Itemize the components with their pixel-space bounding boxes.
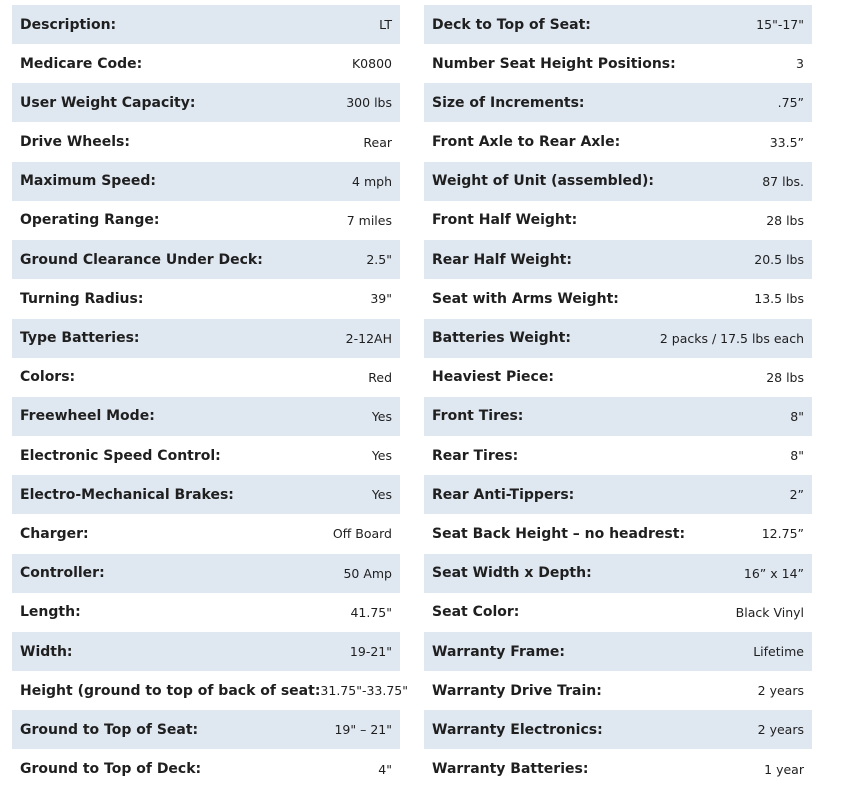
spec-value: 4" xyxy=(378,761,392,777)
spec-label: Seat Color: xyxy=(432,604,520,621)
spec-row xyxy=(12,319,400,358)
spec-value: Yes xyxy=(371,487,392,503)
spec-label: Description: xyxy=(20,16,117,33)
spec-value: 2-12AH xyxy=(345,330,392,346)
spec-label: Front Tires: xyxy=(432,408,524,425)
spec-label: Batteries Weight: xyxy=(432,330,571,346)
spec-row xyxy=(12,554,400,593)
spec-value: 41.75" xyxy=(350,604,392,620)
spec-value: 15"-17" xyxy=(756,17,804,32)
spec-value: LT xyxy=(379,17,392,32)
spec-row xyxy=(12,123,400,162)
spec-row xyxy=(424,44,812,83)
spec-value: Yes xyxy=(371,448,392,464)
spec-row xyxy=(424,83,812,122)
spec-row xyxy=(424,750,812,789)
spec-value: Lifetime xyxy=(753,644,804,659)
spec-value: 2 years xyxy=(757,683,804,699)
spec-label: Rear Half Weight: xyxy=(432,251,572,268)
spec-row xyxy=(12,671,409,710)
spec-row xyxy=(12,710,400,749)
spec-row xyxy=(424,710,812,749)
spec-label: Controller: xyxy=(20,565,105,582)
spec-value: 8" xyxy=(790,448,804,464)
spec-row xyxy=(12,240,400,279)
spec-label: Warranty Batteries: xyxy=(432,761,589,778)
spec-value: 31.75"-33.75" xyxy=(320,683,409,699)
spec-label: Ground to Top of Seat: xyxy=(20,721,199,738)
spec-label: Front Axle to Rear Axle: xyxy=(432,134,621,151)
spec-value: 20.5 lbs xyxy=(754,252,804,268)
spec-row xyxy=(12,397,400,436)
spec-label: Electro-Mechanical Brakes: xyxy=(20,486,234,503)
spec-value: 28 lbs xyxy=(766,369,804,385)
spec-row xyxy=(424,554,812,593)
left-spec-table xyxy=(12,5,409,789)
spec-label: Rear Anti-Tippers: xyxy=(432,486,575,503)
spec-row xyxy=(424,475,812,514)
spec-row xyxy=(12,514,400,553)
spec-value: 28 lbs xyxy=(766,212,804,228)
spec-label: Width: xyxy=(20,643,73,660)
spec-label: Length: xyxy=(20,604,81,621)
spec-label: Warranty Drive Train: xyxy=(432,682,602,699)
spec-row xyxy=(12,279,400,318)
spec-label: Weight of Unit (assembled): xyxy=(432,173,655,190)
spec-value: 19" – 21" xyxy=(334,722,392,738)
spec-value: .75” xyxy=(777,95,804,111)
spec-label: Front Half Weight: xyxy=(432,212,578,229)
spec-value: 4 mph xyxy=(352,173,392,189)
spec-label: Number Seat Height Positions: xyxy=(432,55,676,72)
spec-row xyxy=(424,123,812,162)
spec-label: Warranty Frame: xyxy=(432,643,566,660)
spec-row xyxy=(424,358,812,397)
spec-value: 2 packs / 17.5 lbs each xyxy=(659,330,804,346)
spec-value: Off Board xyxy=(332,526,392,542)
spec-label: Height (ground to top of back of seat: xyxy=(20,682,321,699)
spec-row xyxy=(12,475,400,514)
spec-value: Red xyxy=(368,369,392,385)
spec-label: User Weight Capacity: xyxy=(20,94,196,111)
spec-row xyxy=(12,5,400,44)
spec-row xyxy=(12,358,400,397)
spec-row xyxy=(12,632,400,671)
spec-label: Operating Range: xyxy=(20,212,160,229)
spec-label: Seat with Arms Weight: xyxy=(432,290,619,307)
spec-row xyxy=(424,397,812,436)
spec-value: 39" xyxy=(370,291,392,307)
spec-row xyxy=(12,593,400,632)
spec-row xyxy=(12,162,400,201)
spec-value: Rear xyxy=(363,134,392,150)
spec-value: 2” xyxy=(789,487,804,503)
spec-value: 8" xyxy=(790,408,804,424)
spec-label: Ground Clearance Under Deck: xyxy=(20,251,263,268)
spec-value: 300 lbs xyxy=(346,95,392,111)
spec-row xyxy=(12,436,400,475)
spec-row xyxy=(424,5,812,44)
spec-label: Turning Radius: xyxy=(20,290,144,307)
spec-row xyxy=(424,436,812,475)
spec-label: Type Batteries: xyxy=(20,330,140,346)
spec-value: Black Vinyl xyxy=(735,604,804,620)
spec-row xyxy=(424,201,812,240)
spec-value: 1 year xyxy=(764,761,804,777)
spec-value: 50 Amp xyxy=(343,565,392,581)
spec-value: 87 lbs. xyxy=(762,173,804,189)
spec-row xyxy=(424,514,812,553)
spec-value: 3 xyxy=(796,56,804,72)
spec-row xyxy=(424,319,812,358)
spec-value: 7 miles xyxy=(346,212,392,228)
spec-value: 33.5” xyxy=(769,134,804,150)
spec-label: Deck to Top of Seat: xyxy=(432,16,591,33)
spec-value: K0800 xyxy=(351,56,392,72)
spec-label: Seat Back Height – no headrest: xyxy=(432,525,686,542)
spec-label: Charger: xyxy=(20,525,89,542)
spec-row xyxy=(12,750,400,789)
spec-label: Drive Wheels: xyxy=(20,134,130,151)
spec-label: Warranty Electronics: xyxy=(432,721,603,738)
spec-label: Heaviest Piece: xyxy=(432,369,554,386)
spec-value: Yes xyxy=(371,408,392,424)
spec-value: 13.5 lbs xyxy=(754,291,804,307)
right-spec-table xyxy=(424,5,812,789)
spec-label: Electronic Speed Control: xyxy=(20,447,221,464)
spec-row xyxy=(424,671,812,710)
spec-row xyxy=(12,201,400,240)
spec-row xyxy=(12,44,400,83)
spec-value: 16” x 14” xyxy=(743,565,804,581)
spec-row xyxy=(424,240,812,279)
spec-value: 2 years xyxy=(757,722,804,738)
spec-value: 19-21" xyxy=(349,644,392,659)
spec-label: Seat Width x Depth: xyxy=(432,565,592,582)
spec-label: Colors: xyxy=(20,369,76,386)
spec-label: Rear Tires: xyxy=(432,447,519,464)
spec-value: 12.75” xyxy=(761,526,804,542)
spec-row xyxy=(424,593,812,632)
spec-label: Freewheel Mode: xyxy=(20,408,155,425)
spec-row xyxy=(424,279,812,318)
spec-value: 2.5" xyxy=(366,252,392,268)
spec-label: Size of Increments: xyxy=(432,94,585,111)
spec-row xyxy=(424,162,812,201)
spec-label: Medicare Code: xyxy=(20,55,143,72)
spec-label: Maximum Speed: xyxy=(20,173,156,190)
spec-row xyxy=(12,83,400,122)
spec-label: Ground to Top of Deck: xyxy=(20,761,202,778)
spec-row xyxy=(424,632,812,671)
